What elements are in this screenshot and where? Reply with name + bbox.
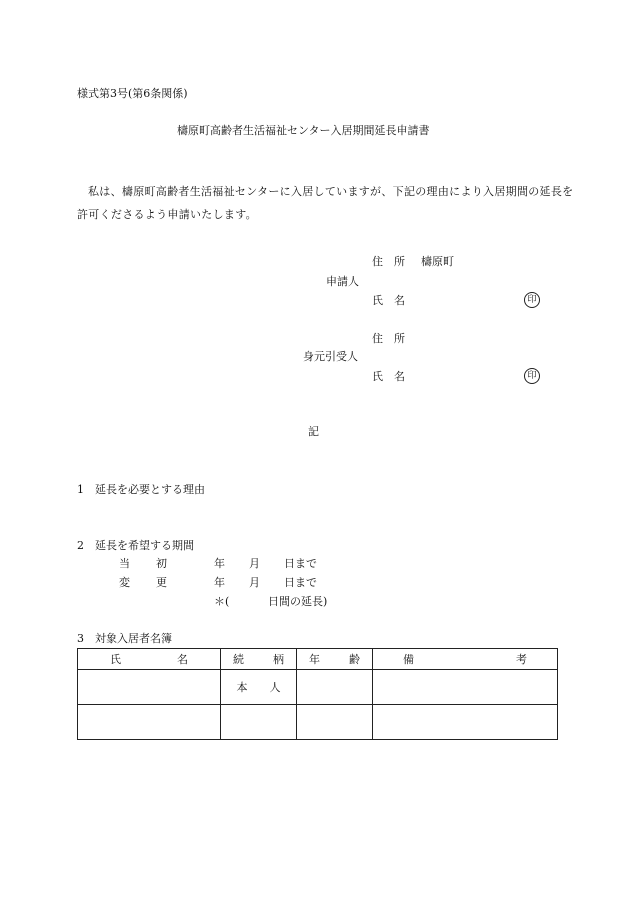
table-cell-name <box>78 705 221 740</box>
residents-table <box>77 648 558 740</box>
column-header-name <box>78 649 221 670</box>
table-cell-name <box>78 670 221 705</box>
extension-prefix: ＊( <box>214 595 230 608</box>
table-row <box>78 670 558 705</box>
period-row-changed-label-b: 更 <box>156 576 167 589</box>
section3-heading: 3 対象入居者名簿 <box>77 632 172 645</box>
table-cell-age <box>297 670 373 705</box>
column-header-age-b: 齢 <box>349 653 360 666</box>
extension-suffix: 日間の延長) <box>268 595 328 608</box>
form-number: 様式第3号(第6条関係) <box>77 87 188 100</box>
column-header-relation-b: 柄 <box>273 653 284 666</box>
period-row-changed-label-a: 変 <box>119 576 130 589</box>
applicant-address-value: 檮原町 <box>421 255 454 268</box>
applicant-address-label: 住 所 <box>372 255 405 268</box>
column-header-name-a: 氏 <box>110 653 121 666</box>
period-row-initial-month: 月 <box>249 557 260 570</box>
table-cell-relation <box>221 705 297 740</box>
body-text: 私は、檮原町高齢者生活福祉センターに入居していますが、下記の理由により入居期間の延長を許可くださるよう申請いたします。 <box>77 185 574 221</box>
period-row-changed-year: 年 <box>214 576 225 589</box>
period-row-changed-month: 月 <box>249 576 260 589</box>
guarantor-seal-mark: 印 <box>524 368 540 384</box>
table-cell-relation: 本 人 <box>221 670 297 705</box>
guarantor-address-label: 住 所 <box>372 332 405 345</box>
applicant-name-label: 氏 名 <box>372 294 405 307</box>
column-header-name-b: 名 <box>177 653 188 666</box>
column-header-age <box>297 649 373 670</box>
period-row-changed-day: 日まで <box>284 576 317 589</box>
table-cell-remarks <box>373 705 558 740</box>
table-cell-remarks <box>373 670 558 705</box>
period-row-initial-label-a: 当 <box>119 557 130 570</box>
column-header-relation-a: 続 <box>233 653 244 666</box>
section2-heading: 2 延長を希望する期間 <box>77 539 194 552</box>
column-header-remarks-a: 備 <box>403 653 414 666</box>
period-row-initial-day: 日まで <box>284 557 317 570</box>
document-title: 檮原町高齢者生活福祉センター入居期間延長申請書 <box>177 124 430 137</box>
column-header-remarks <box>373 649 558 670</box>
ki-heading: 記 <box>308 425 319 438</box>
period-row-initial-label-b: 初 <box>156 557 167 570</box>
period-row-initial-year: 年 <box>214 557 225 570</box>
section1-heading: 1 延長を必要とする理由 <box>77 483 205 496</box>
column-header-relation <box>221 649 297 670</box>
table-row <box>78 705 558 740</box>
column-header-age-a: 年 <box>309 653 320 666</box>
guarantor-role-label: 身元引受人 <box>303 350 358 363</box>
table-cell-age <box>297 705 373 740</box>
column-header-remarks-b: 考 <box>516 653 527 666</box>
applicant-seal-mark: 印 <box>524 292 540 308</box>
table-header-row <box>78 649 558 670</box>
guarantor-name-label: 氏 名 <box>372 370 405 383</box>
applicant-role-label: 申請人 <box>326 275 359 288</box>
